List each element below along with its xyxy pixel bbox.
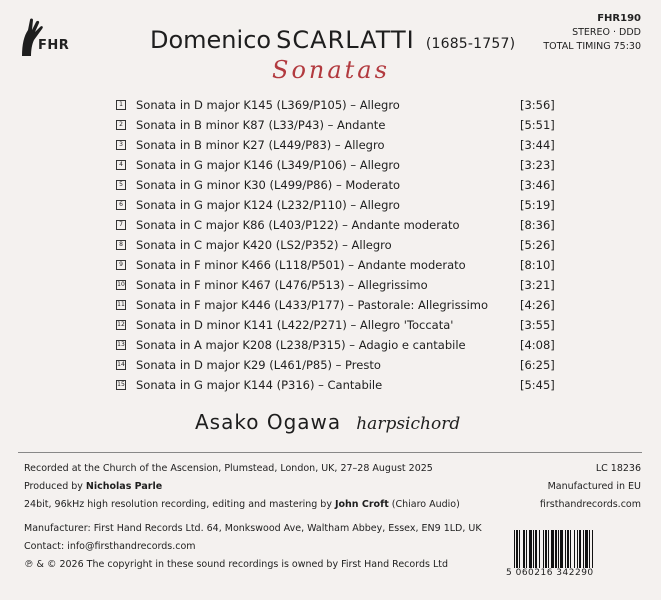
track-duration: [3:56] [520, 98, 555, 112]
label-logo [18, 18, 80, 60]
track-duration: [8:36] [520, 218, 555, 232]
track-title: Sonata in G minor K30 (L499/P86) – Moderato [136, 178, 401, 192]
track-title: Sonata in G major K144 (P316) – Cantabile [136, 378, 383, 392]
track-number: 6 [116, 200, 126, 210]
track-title: Sonata in D major K145 (L369/P105) – Allegro [136, 98, 400, 112]
track-row [116, 375, 556, 395]
track-duration: [3:55] [520, 318, 555, 332]
performer-name: Asako Ogawa [195, 410, 342, 434]
manufacturer-info: Manufacturer: First Hand Records Ltd. 64, Monkswood Ave, Waltham Abbey, Essex, EN9 1LD, UK [24, 523, 482, 534]
track-duration: [3:46] [520, 178, 555, 192]
contact-info: Contact: info@firsthandrecords.com [24, 541, 196, 552]
track-number: 14 [117, 361, 125, 368]
track-title: Sonata in C major K86 (L403/P122) – Andante moderato [136, 218, 460, 232]
engineering-suffix: (Chiaro Audio) [388, 499, 460, 510]
distribution-info [540, 460, 641, 514]
track-title: Sonata in B minor K87 (L33/P43) – Andante [136, 118, 386, 132]
engineering-prefix: 24bit, 96kHz high resolution recording, editing and mastering by [24, 499, 335, 510]
performer-line [195, 410, 460, 434]
track-duration: [3:23] [520, 158, 555, 172]
track-duration: [4:08] [520, 338, 555, 352]
track-row [116, 235, 556, 255]
track-number: 3 [116, 140, 126, 150]
track-number: 1 [116, 100, 126, 110]
track-number: 5 [116, 180, 126, 190]
track-row [116, 175, 556, 195]
track-row [116, 315, 556, 335]
manufactured-in: Manufactured in EU [547, 481, 641, 492]
barcode-digits: 5 060216 342290 [506, 568, 644, 578]
recording-location: Recorded at the Church of the Ascension, Plumstead, London, UK, 27–28 August 2025 [24, 463, 433, 474]
track-number: 8 [116, 240, 126, 250]
album-subtitle: Sonatas [272, 56, 390, 84]
track-title: Sonata in G major K124 (L232/P110) – Allegro [136, 198, 400, 212]
track-duration: [3:44] [520, 138, 555, 152]
composer-dates: (1685-1757) [425, 36, 516, 52]
track-title: Sonata in D major K29 (L461/P85) – Presto [136, 358, 381, 372]
track-row [116, 335, 556, 355]
composer-last-name: SCARLATTI [276, 26, 415, 54]
track-number: 10 [117, 281, 125, 288]
track-duration: [5:45] [520, 378, 555, 392]
track-number: 13 [117, 341, 125, 348]
track-duration: [8:10] [520, 258, 555, 272]
label-code: LC 18236 [595, 463, 641, 474]
credits [24, 460, 494, 574]
track-row [116, 95, 556, 115]
track-duration: [5:26] [520, 238, 555, 252]
track-row [116, 155, 556, 175]
engineer-name: John Croft [334, 499, 389, 510]
track-row [116, 355, 556, 375]
track-number: 15 [117, 381, 125, 388]
track-title: Sonata in B minor K27 (L449/P83) – Allegro [136, 138, 385, 152]
track-title: Sonata in F major K446 (L433/P177) – Pastorale: Allegrissimo [136, 298, 489, 312]
barcode [506, 530, 644, 586]
track-title: Sonata in F minor K467 (L476/P513) – Allegrissimo [136, 278, 428, 292]
track-list [116, 95, 556, 395]
track-row [116, 195, 556, 215]
performer-instrument: harpsichord [356, 414, 461, 434]
track-duration: [5:19] [520, 198, 555, 212]
track-row [116, 135, 556, 155]
website-link[interactable]: firsthandrecords.com [539, 499, 641, 510]
copyright-notice: ℗ & © 2026 The copyright in these sound recordings is owned by First Hand Records Ltd [24, 559, 448, 570]
audio-format: STEREO · DDD [572, 27, 641, 38]
track-row [116, 255, 556, 275]
label-name: FHR [38, 38, 70, 53]
engineering-credit [24, 496, 494, 514]
track-number: 7 [116, 220, 126, 230]
track-title: Sonata in F minor K466 (L118/P501) – Andante moderato [136, 258, 466, 272]
track-duration: [6:25] [520, 358, 555, 372]
track-number: 12 [117, 321, 125, 328]
composer-first-name: Domenico [150, 26, 272, 54]
track-number: 9 [116, 260, 126, 270]
track-title: Sonata in G major K146 (L349/P106) – Allegro [136, 158, 400, 172]
track-number: 11 [117, 301, 125, 308]
composer-heading [150, 26, 515, 54]
producer-prefix: Produced by [24, 481, 86, 492]
producer-credit [24, 478, 494, 496]
track-title: Sonata in A major K208 (L238/P315) – Adagio e cantabile [136, 338, 466, 352]
track-title: Sonata in D minor K141 (L422/P271) – Allegro 'Toccata' [136, 318, 454, 332]
track-duration: [5:51] [520, 118, 555, 132]
divider [18, 452, 642, 453]
producer-name: Nicholas Parle [85, 481, 163, 492]
track-number: 2 [116, 120, 126, 130]
catalog-number: FHR190 [597, 13, 641, 24]
catalog-info [543, 12, 641, 54]
track-row [116, 215, 556, 235]
track-row [116, 295, 556, 315]
track-duration: [4:26] [520, 298, 555, 312]
total-timing: TOTAL TIMING 75:30 [543, 41, 641, 52]
track-duration: [3:21] [520, 278, 555, 292]
track-title: Sonata in C major K420 (LS2/P352) – Allegro [136, 238, 392, 252]
track-row [116, 115, 556, 135]
track-row [116, 275, 556, 295]
track-number: 4 [116, 160, 126, 170]
